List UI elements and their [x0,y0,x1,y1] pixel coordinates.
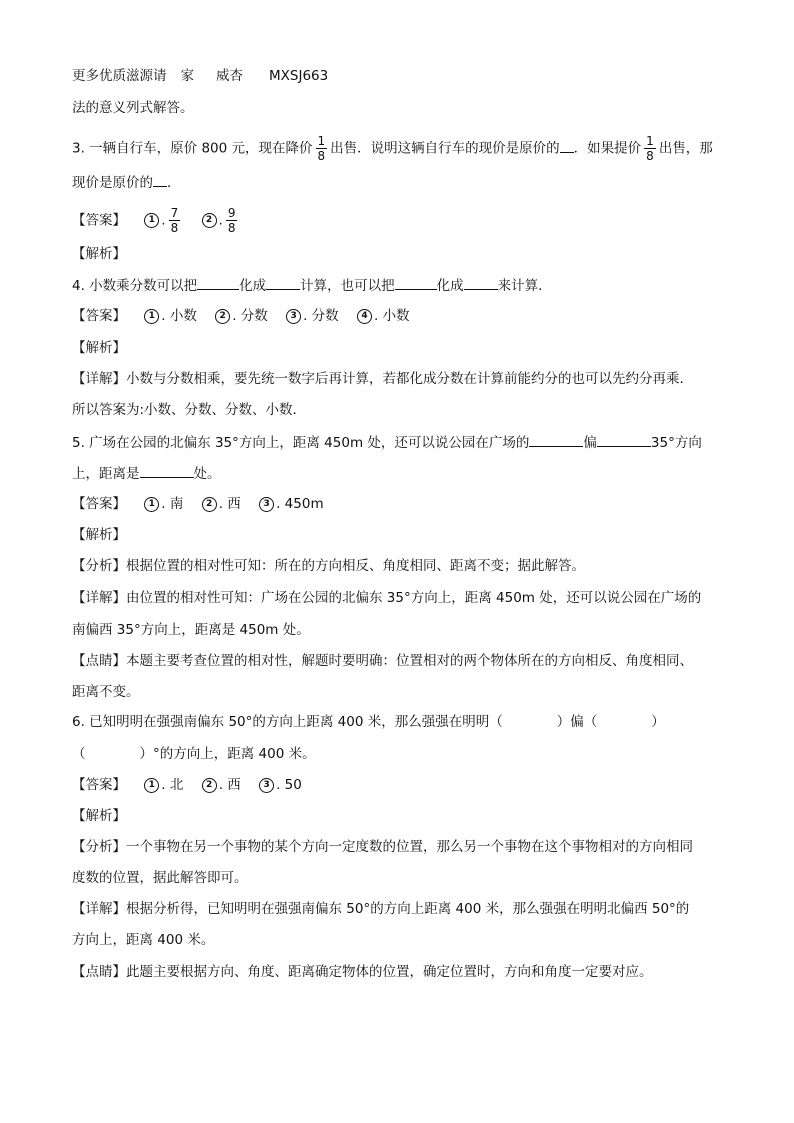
q5-answer-marker-1: 1 [144,497,159,512]
q3-ans1-num: 7 [170,206,179,220]
q3-text2: 出售．说明这辆自行车的现价是原价的 [330,140,560,157]
q5-text3: 35°方向 [650,435,702,451]
q4-answer-marker-4: 4 [357,309,372,324]
q3-text3: ．如果提价 [573,140,642,157]
q6-detail-text-1: 根据分析得，已知明明在强强南偏东 50°的方向上距离 400 米，那么强强在明明北偏西 50°的 [126,901,690,917]
dianjing-label: 【点睛】 [72,653,126,669]
q4-answer-marker-3: 3 [286,309,301,324]
q3-answer-marker-2: 2 [202,213,217,228]
q5-detail-1 [72,588,701,608]
q6-line1 [72,712,665,732]
q4-blank-2 [266,275,300,290]
q6-text1: 6. 已知明明在强强南偏东 50°的方向上距离 400 米，那么强强在明明（ [72,714,503,730]
q3-line2b: ． [167,175,181,191]
q3-ans2-den: 8 [227,221,236,235]
q3-line1 [72,134,713,163]
q3-frac2-num: 1 [646,134,654,148]
q6-answer-1: 北 [169,777,184,793]
q6-answer-3: 50 [284,777,302,793]
header-text-b: 家 [180,68,194,84]
q5-answer-1: 南 [169,496,184,512]
dianjing-label: 【点睛】 [72,964,126,980]
q4-text4: 化成 [436,278,464,294]
answer-label: 【答案】 [72,308,126,324]
q5-answer-marker-3: 3 [259,497,274,512]
q3-frac2-den: 8 [646,149,654,163]
q4-analysis-label: 【解析】 [72,340,126,356]
q4-blank-4 [464,275,498,290]
q6-answer-marker-1: 1 [144,778,159,793]
q6-answer-2: 西 [227,777,241,793]
q5-answer-2: 西 [227,496,241,512]
q5-detail-2: 南偏西 35°方向上，距离是 450m 处。 [72,622,310,638]
q6-analysis-label: 【解析】 [72,808,126,824]
q4-blank-1 [197,275,239,290]
q5-text1: 5. 广场在公园的北偏东 35°方向上，距离 450m 处，还可以说公园在广场的 [72,435,530,451]
q3-frac1-den: 8 [317,149,326,163]
q3-answer-fraction-2 [226,206,238,235]
q4-text2: 化成 [239,278,267,294]
q5-blank-3 [140,463,194,478]
q3-blank-2 [153,172,167,187]
q4-text3: 计算，也可以把 [300,278,395,294]
q4-line1 [72,275,552,296]
q5-fenxi [72,556,585,576]
q5-dianjing-1 [72,651,693,671]
q3-blank-1 [560,138,574,153]
q5-dianjing-text-1: 本题主要考查位置的相对性，解题时要明确：位置相对的两个物体所在的方向相反、角度相同、 [126,653,693,669]
q5-line2b: 处。 [193,466,221,482]
q3-answer-marker-1: 1 [144,213,159,228]
q3-answer: 【答案】 1 . $\frac{7}{8}$ 2 . $\frac{9}{8}$ [72,206,236,235]
q5-fenxi-text: 根据位置的相对性可知：所在的方向相反、角度相同、距离不变；据此解答。 [126,558,585,574]
q6-fenxi-text-1: 一个事物在另一个事物的某个方向一定度数的位置，那么另一个事物在这个事物相对的方向相同 [126,839,693,855]
q4-answer-3: 分数 [311,308,339,324]
q5-answer-3: 450m [284,496,324,512]
q5-detail-text-1: 由位置的相对性可知：广场在公园的北偏东 35°方向上，距离 450m 处，还可以说公园在广场的 [126,590,702,606]
q6-line2a: （ [72,746,86,762]
q5-answer: 【答案】 1 . 南 2 . 西 3 . 450m [72,496,324,512]
answer-label: 【答案】 [72,777,126,793]
q5-line1 [72,432,702,453]
q4-answer-marker-1: 1 [144,309,159,324]
q5-blank-2 [597,432,651,447]
q3-fraction-2 [644,134,656,163]
intro-text: 法的意义列式解答。 [72,100,194,116]
q4-answer-1: 小数 [169,308,197,324]
q3-line2 [72,172,181,193]
q4-detail [72,369,693,389]
q5-text2: 偏 [583,435,597,451]
q3-answer-fraction-1 [169,206,181,235]
q6-detail-1 [72,899,689,919]
q6-fenxi-1 [72,837,693,857]
q6-detail-2: 方向上，距离 400 米。 [72,932,215,948]
q4-answer-marker-2: 2 [215,309,230,324]
q6-answer-marker-2: 2 [202,778,217,793]
q4-detail-text: 小数与分数相乘，要先统一数字后再计算，若都化成分数在计算前能约分的也可以先约分再乘． [126,371,693,387]
q5-line2a: 上，距离是 [72,466,140,482]
q4-answer-4: 小数 [382,308,410,324]
q5-analysis-label: 【解析】 [72,527,126,543]
header-text-d: MXSJ663 [269,68,329,84]
q3-frac1-num: 1 [317,134,326,148]
q6-answer-marker-3: 3 [259,778,274,793]
q3-text1: 3. 一辆自行车，原价 800 元，现在降价 [72,140,313,157]
answer-label: 【答案】 [72,496,126,512]
q5-blank-1 [529,432,583,447]
detail-label: 【详解】 [72,590,126,606]
header-text-a: 更多优质滋源请 [72,68,167,84]
header-text-c: 威杏 [216,68,243,84]
q6-dianjing [72,962,653,982]
q6-line2 [72,744,316,764]
q6-dianjing-text: 此题主要根据方向、角度、距离确定物体的位置，确定位置时，方向和角度一定要对应。 [126,964,653,980]
q3-fraction-1 [316,134,328,163]
q5-line2 [72,463,221,484]
header-line [72,66,328,86]
q4-text1: 4. 小数乘分数可以把 [72,278,198,294]
q6-line2b: ）°的方向上，距离 400 米。 [139,746,316,762]
q4-conclusion: 所以答案为:小数、分数、分数、小数． [72,402,307,418]
q6-text3: ） [651,714,665,730]
q3-line2a: 现价是原价的 [72,175,153,191]
detail-label: 【详解】 [72,371,126,387]
q3-ans1-den: 8 [170,221,179,235]
q5-answer-marker-2: 2 [202,497,217,512]
q3-ans2-num: 9 [227,206,236,220]
q6-fenxi-2: 度数的位置，据此解答即可。 [72,870,248,886]
q4-blank-3 [395,275,437,290]
fenxi-label: 【分析】 [72,839,126,855]
detail-label: 【详解】 [72,901,126,917]
q4-answer: 【答案】 1 . 小数 2 . 分数 3 . 分数 4 . 小数 [72,308,410,324]
q6-answer: 【答案】 1 . 北 2 . 西 3 . 50 [72,777,302,793]
q3-analysis-label: 【解析】 [72,246,126,262]
answer-label: 【答案】 [72,212,126,229]
q4-text5: 来计算． [497,278,552,294]
q5-dianjing-2: 距离不变。 [72,684,140,700]
fenxi-label: 【分析】 [72,558,126,574]
q4-answer-2: 分数 [240,308,268,324]
q3-text4: 出售，那 [658,140,713,157]
q6-text2: ）偏（ [556,714,598,730]
